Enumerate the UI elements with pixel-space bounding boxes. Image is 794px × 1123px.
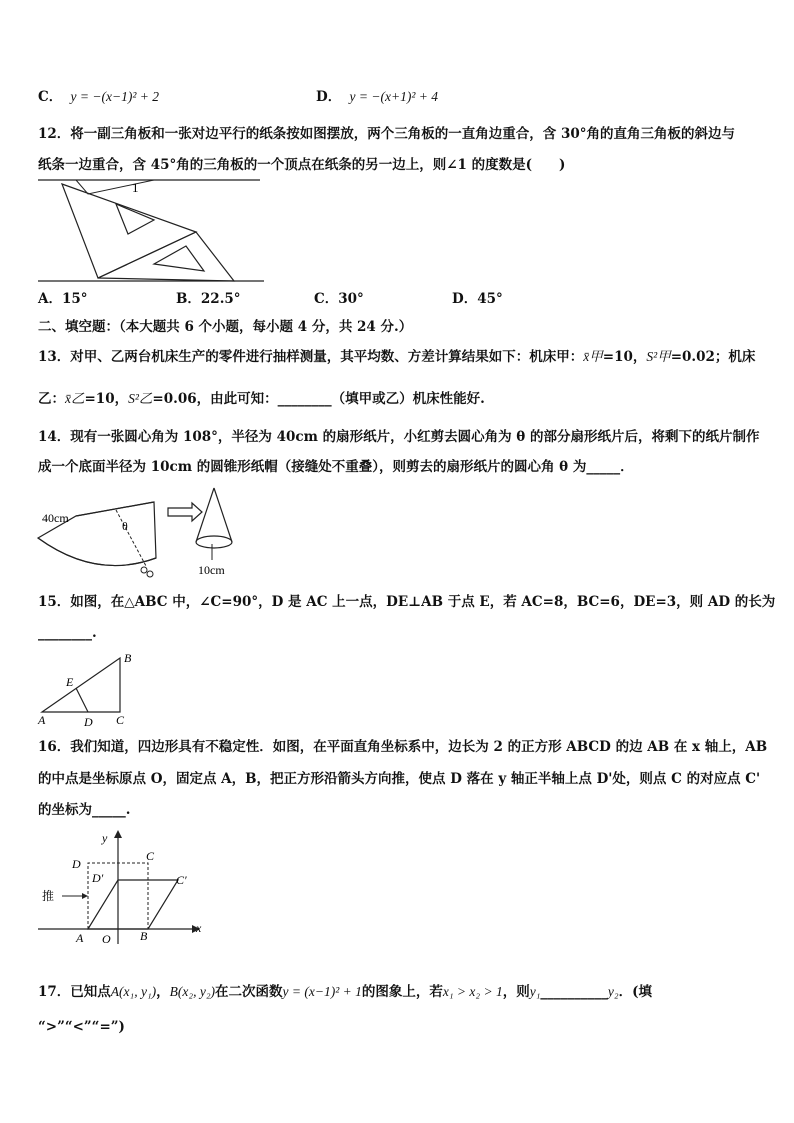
q13-line-2 <box>38 390 485 408</box>
q14-figure <box>36 484 236 580</box>
q17-text-d: ，则 <box>502 984 530 1000</box>
q13-line-2-text: 乙： <box>38 391 65 407</box>
q17-text-e: ．(填 <box>618 984 652 1000</box>
q12-figure <box>36 174 266 286</box>
q17-point-a: A(x₁, y₁) <box>110 984 157 999</box>
q13-line-1 <box>38 348 755 366</box>
q12-line-1: 12．将一副三角板和一张对边平行的纸条按如图摆放，两个三角板的一直角边重合，含 30°角的直角三角板的斜边与 <box>38 126 736 142</box>
q17-line-1 <box>38 983 652 1001</box>
q13-var-yi: S²乙 <box>128 391 153 406</box>
q16-label-a: A <box>76 931 84 945</box>
q13-mean-jia: x̄甲 <box>583 349 603 364</box>
q11-option-d-label: D． <box>316 89 342 105</box>
q16-label-c-prime: C′ <box>176 873 187 887</box>
q13-mean-yi: x̄乙 <box>65 391 85 406</box>
q16-figure <box>36 828 208 948</box>
q17-text-b: 在二次函数 <box>215 984 283 1000</box>
q12-option-c: C．30° <box>314 291 364 307</box>
q11-option-d-expr: y = −(x+1)² + 4 <box>349 89 438 104</box>
q12-option-a: A．15° <box>38 291 88 307</box>
q13-mean-jia-value: =10， <box>602 349 647 365</box>
q11-option-c <box>38 88 159 106</box>
q12-option-d: D．45° <box>452 291 503 307</box>
q14-line-2: 成一个底面半径为 10cm 的圆锥形纸帽（接缝处不重叠），则剪去的扇形纸片的圆心角 θ 为_____． <box>38 459 634 475</box>
q16-label-o: O <box>102 932 111 946</box>
q16-label-x: x <box>196 921 202 935</box>
q17-y1: y₁ <box>529 984 541 999</box>
q16-line-3: 的坐标为_____. <box>38 802 131 818</box>
q15-label-d: D <box>84 715 93 729</box>
q17-y2: y₂ <box>607 984 619 999</box>
q15-label-b: B <box>124 651 132 665</box>
q13-mean-yi-value: =10， <box>84 391 129 407</box>
q17-text-c: 的图象上，若 <box>361 984 443 1000</box>
q14-theta-label: θ <box>122 519 128 533</box>
q15-line-2: ________. <box>38 625 97 641</box>
q11-option-d <box>316 88 438 106</box>
q16-label-b: B <box>140 929 148 943</box>
section-heading: 二、填空题：（本大题共 6 个小题，每小题 4 分，共 24 分.） <box>38 319 413 335</box>
q16-label-d-prime: D′ <box>92 871 104 885</box>
q15-label-e: E <box>66 675 74 689</box>
q11-option-c-label: C． <box>38 89 63 105</box>
q12-option-b: B．22.5° <box>176 291 241 307</box>
q16-push-label: 推 <box>42 889 55 903</box>
q13-var-jia-value: =0.02；机床 <box>670 349 756 365</box>
q17-text-a: 17．已知点 <box>38 984 111 1000</box>
q15-figure <box>36 650 146 728</box>
q12-line-2: 纸条一边重合，含 45°角的三角板的一个顶点在纸条的另一边上，则∠1 的度数是( ) <box>38 157 566 173</box>
q15-label-a: A <box>38 713 46 727</box>
q16-label-y: y <box>102 831 108 845</box>
q16-label-c: C <box>146 849 155 863</box>
q16-line-2: 的中点是坐标原点 O，固定点 A，B，把正方形沿箭头方向推，使点 D 落在 y 轴正半轴上点 D'处，则点 C 的对应点 C' <box>38 771 761 787</box>
q17-function: y = (x−1)² + 1 <box>282 984 362 999</box>
q17-point-b: B(x₂, y₂) <box>169 984 216 999</box>
q17-blank: __________ <box>540 984 608 1000</box>
q16-label-d: D <box>72 857 81 871</box>
q14-line-1: 14．现有一张圆心角为 108°，半径为 40cm 的扇形纸片，小红剪去圆心角为 θ 的部分扇形纸片后，将剩下的纸片制作 <box>38 429 760 445</box>
q12-figure-label-1: 1 <box>132 180 139 195</box>
q13-var-yi-rest: =0.06，由此可知：________（填甲或乙）机床性能好. <box>152 391 485 407</box>
q17-line-2: “>”“<”“=”) <box>38 1019 125 1035</box>
q15-line-1: 15．如图，在△ABC 中，∠C=90°，D 是 AC 上一点，DE⊥AB 于点 E，若 AC=8，BC=6，DE=3，则 AD 的长为 <box>38 594 776 610</box>
q14-radius-label: 40cm <box>42 511 69 525</box>
q16-line-1: 16．我们知道，四边形具有不稳定性．如图，在平面直角坐标系中，边长为 2 的正方形 ABCD 的边 AB 在 x 轴上，AB <box>38 739 768 755</box>
q14-base-label: 10cm <box>198 563 225 577</box>
q11-option-c-expr: y = −(x−1)² + 2 <box>70 89 160 104</box>
q13-line-1-text: 13．对甲、乙两台机床生产的零件进行抽样测量，其平均数、方差计算结果如下：机床甲： <box>38 349 584 365</box>
q13-var-jia: S²甲 <box>646 349 671 364</box>
q15-label-c: C <box>116 713 125 727</box>
q17-condition: x₁ > x₂ > 1 <box>442 984 503 999</box>
q17-sep: ， <box>156 984 170 1000</box>
